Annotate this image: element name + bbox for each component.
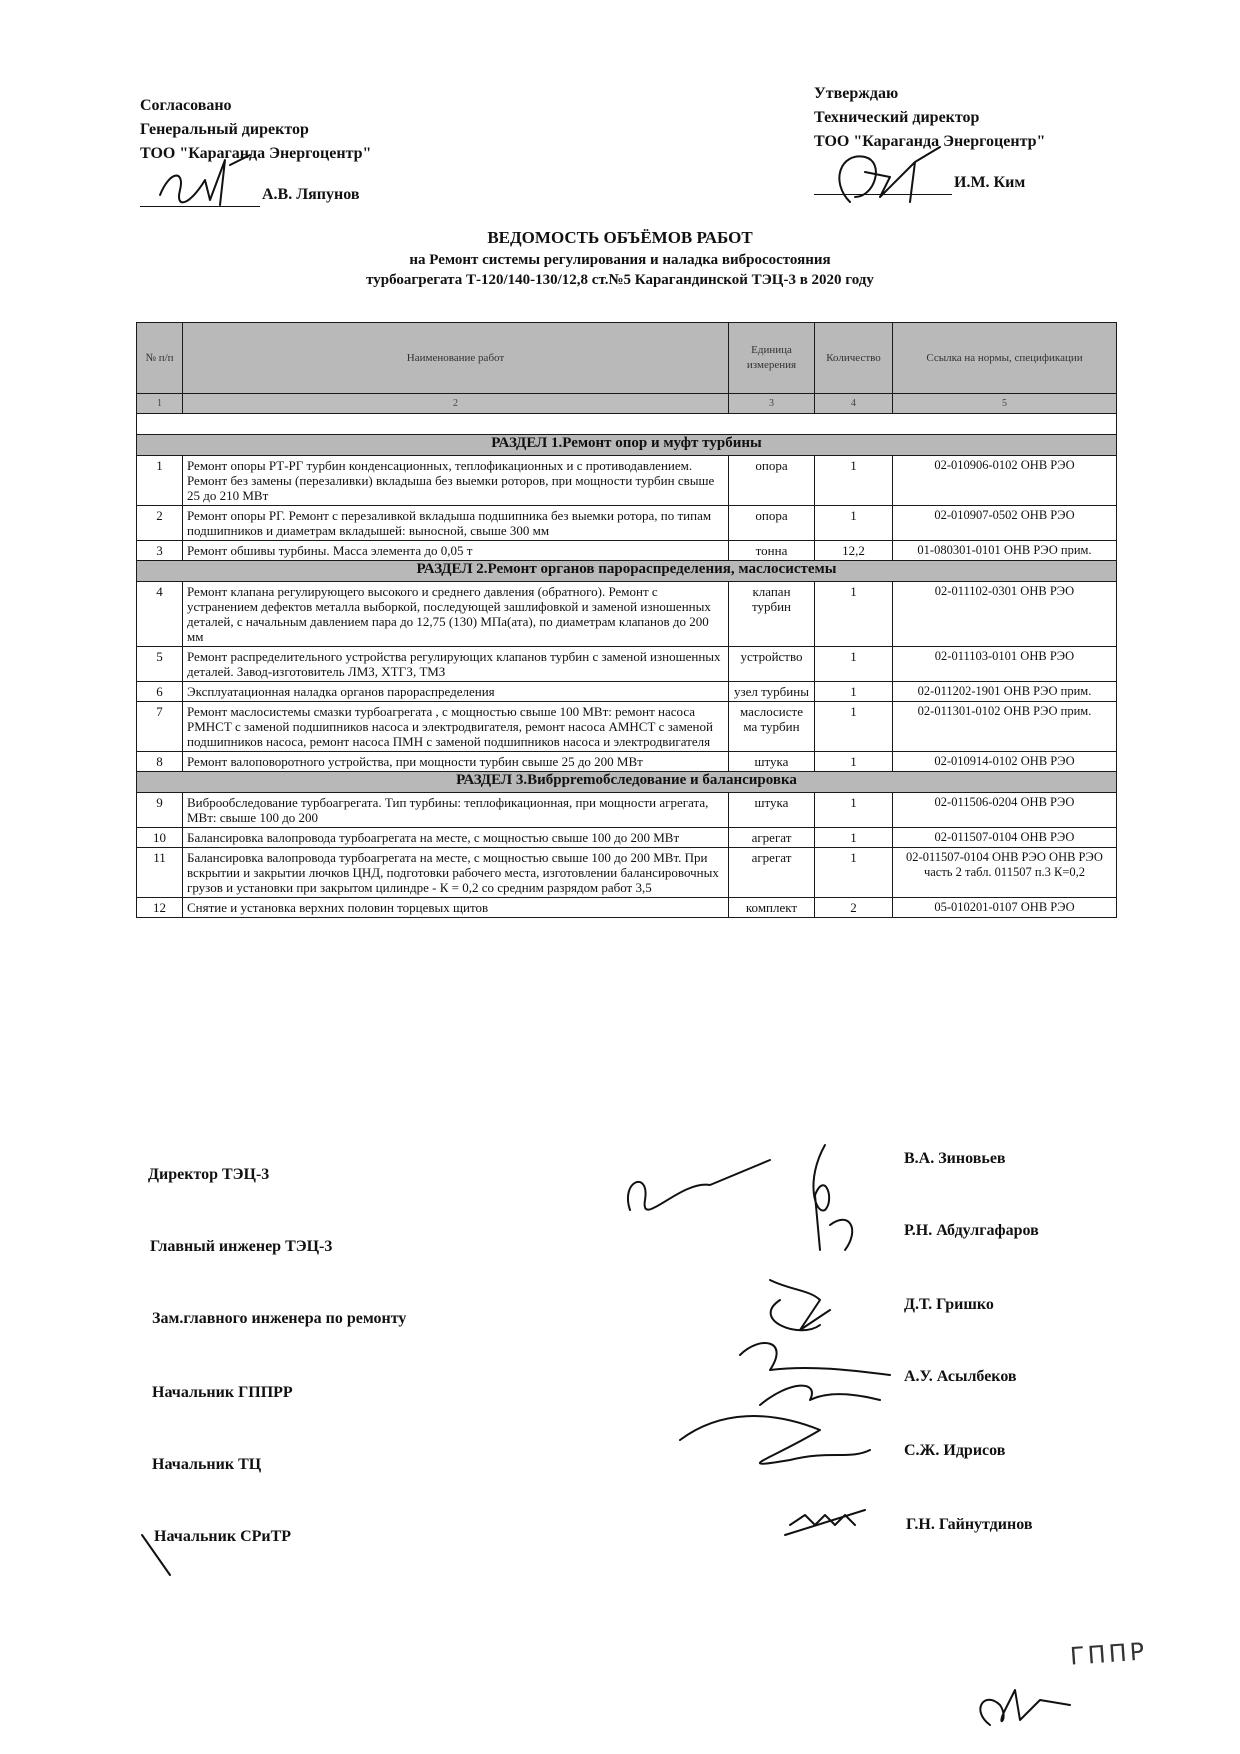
table-row xyxy=(137,506,1117,541)
col-number: 5 xyxy=(893,394,1117,414)
signature-name: В.А. Зиновьев xyxy=(904,1150,1006,1167)
row-unit: маслосисте ма турбин xyxy=(729,702,815,752)
approved-line3: ТОО "Караганда Энергоцентр" xyxy=(140,145,372,162)
row-unit: штука xyxy=(729,752,815,772)
row-unit: тонна xyxy=(729,541,815,561)
row-no: 11 xyxy=(137,848,183,898)
section-title: РАЗДЕЛ 1.Ремонт опор и муфт турбины xyxy=(137,435,1117,456)
confirmed-line2: Технический директор xyxy=(814,109,980,126)
section-row xyxy=(137,772,1117,793)
row-qty: 1 xyxy=(815,456,893,506)
row-name: Виброобследование турбоагрегата. Тип турбины: теплофикационная, при мощности агрегата, МВт: свыше 100 до 200 xyxy=(183,793,729,828)
col-number: 3 xyxy=(729,394,815,414)
row-qty: 1 xyxy=(815,647,893,682)
row-name: Эксплуатационная наладка органов парораспределения xyxy=(183,682,729,702)
row-name: Ремонт распределительного устройства регулирующих клапанов турбин с заменой изношенных деталей. Завод-изготовитель ЛМЗ, ХТГЗ, ТМЗ xyxy=(183,647,729,682)
row-name: Ремонт клапана регулирующего высокого и среднего давления (обратного). Ремонт с устранением дефектов металла выборкой, последующей зашлифовкой и заменой изношенных деталей, с начальным давлением пара до 12,75 (130) МПа(ата), по диаметрам клапанов до 200 мм xyxy=(183,582,729,647)
row-no: 9 xyxy=(137,793,183,828)
row-qty: 12,2 xyxy=(815,541,893,561)
signature-role: Главный инженер ТЭЦ-3 xyxy=(150,1238,333,1255)
confirmed-line1: Утверждаю xyxy=(814,85,899,102)
table-row xyxy=(137,541,1117,561)
row-qty: 1 xyxy=(815,682,893,702)
confirmed-line3: ТОО "Караганда Энергоцентр" xyxy=(814,133,1046,150)
row-ref: 02-011507-0104 ОНВ РЭО ОНВ РЭО часть 2 табл. 011507 п.3 К=0,2 xyxy=(893,848,1117,898)
approved-line1: Согласовано xyxy=(140,97,232,114)
row-name: Ремонт валоповоротного устройства, при мощности турбин свыше 25 до 200 МВт xyxy=(183,752,729,772)
corner-mark-icon xyxy=(140,1530,180,1580)
handwritten-signatures-icon xyxy=(620,1140,920,1580)
table-row xyxy=(137,456,1117,506)
row-ref: 02-011102-0301 ОНВ РЭО xyxy=(893,582,1117,647)
signature-name: Д.Т. Гришко xyxy=(904,1296,994,1313)
row-no: 8 xyxy=(137,752,183,772)
header-unit: Единица измерения xyxy=(729,323,815,394)
row-no: 12 xyxy=(137,898,183,918)
row-no: 2 xyxy=(137,506,183,541)
table-row xyxy=(137,828,1117,848)
col-number: 1 xyxy=(137,394,183,414)
row-unit: агрегат xyxy=(729,828,815,848)
signature-name: Р.Н. Абдулгафаров xyxy=(904,1222,1039,1239)
table-row xyxy=(137,647,1117,682)
row-name: Ремонт маслосистемы смазки турбоагрегата , с мощностью свыше 100 МВт: ремонт насоса РМНСТ с заменой подшипников насоса и электродвигателя, ремонт насоса АМНСТ с заменой подшипников насоса, ремонт насоса ПМН с заменой подшипников насоса и электродвигателя xyxy=(183,702,729,752)
blank-row xyxy=(137,414,1117,435)
row-ref: 02-010914-0102 ОНВ РЭО xyxy=(893,752,1117,772)
header-no: № п/п xyxy=(137,323,183,394)
row-qty: 1 xyxy=(815,848,893,898)
row-ref: 05-010201-0107 ОНВ РЭО xyxy=(893,898,1117,918)
row-no: 10 xyxy=(137,828,183,848)
handwritten-note: ГППР xyxy=(1069,1637,1149,1671)
signature-role: Начальник ТЦ xyxy=(152,1456,262,1473)
section-row xyxy=(137,561,1117,582)
row-qty: 1 xyxy=(815,506,893,541)
signature-name: А.У. Асылбеков xyxy=(904,1368,1017,1385)
row-unit: агрегат xyxy=(729,848,815,898)
row-ref: 02-010907-0502 ОНВ РЭО xyxy=(893,506,1117,541)
table-row xyxy=(137,702,1117,752)
approved-signature-icon xyxy=(150,150,260,210)
row-unit: опора xyxy=(729,506,815,541)
signature-role: Зам.главного инженера по ремонту xyxy=(152,1310,407,1327)
row-ref: 02-010906-0102 ОНВ РЭО xyxy=(893,456,1117,506)
row-unit: опора xyxy=(729,456,815,506)
row-unit: клапан турбин xyxy=(729,582,815,647)
row-ref: 02-011202-1901 ОНВ РЭО прим. xyxy=(893,682,1117,702)
row-no: 7 xyxy=(137,702,183,752)
row-unit: комплект xyxy=(729,898,815,918)
row-ref: 02-011301-0102 ОНВ РЭО прим. xyxy=(893,702,1117,752)
section-title: РАЗДЕЛ 3.Вибрpremобследование и балансировка xyxy=(137,772,1117,793)
section-title: РАЗДЕЛ 2.Ремонт органов парораспределения, маслосистемы xyxy=(137,561,1117,582)
row-name: Ремонт обшивы турбины. Масса элемента до 0,05 т xyxy=(183,541,729,561)
table-row xyxy=(137,582,1117,647)
row-ref: 02-011103-0101 ОНВ РЭО xyxy=(893,647,1117,682)
signature-role: Начальник СРиТР xyxy=(154,1528,292,1545)
row-no: 4 xyxy=(137,582,183,647)
row-qty: 1 xyxy=(815,582,893,647)
signature-name: Г.Н. Гайнутдинов xyxy=(906,1516,1033,1533)
table-row xyxy=(137,848,1117,898)
row-ref: 02-011506-0204 ОНВ РЭО xyxy=(893,793,1117,828)
col-number: 2 xyxy=(183,394,729,414)
table-header-row xyxy=(137,323,1117,394)
row-ref: 01-080301-0101 ОНВ РЭО прим. xyxy=(893,541,1117,561)
approved-line2: Генеральный директор xyxy=(140,121,309,138)
section-row xyxy=(137,435,1117,456)
table-row xyxy=(137,752,1117,772)
row-qty: 1 xyxy=(815,793,893,828)
col-number: 4 xyxy=(815,394,893,414)
row-name: Балансировка валопровода турбоагрегата на месте, с мощностью свыше 100 до 200 МВт xyxy=(183,828,729,848)
row-unit: устройство xyxy=(729,647,815,682)
row-qty: 1 xyxy=(815,702,893,752)
row-name: Снятие и установка верхних половин торцевых щитов xyxy=(183,898,729,918)
row-name: Балансировка валопровода турбоагрегата на месте, с мощностью свыше 100 до 200 МВт. При вскрытии и закрытии лючков ЦНД, подготовки рабочего места, изготовлении балансировочных грузов и установки при закрытом цилиндре - К = 0,2 со средним разрядом работ 3,5 xyxy=(183,848,729,898)
signature-name: С.Ж. Идрисов xyxy=(904,1442,1006,1459)
row-name: Ремонт опоры РГ. Ремонт с перезаливкой вкладыша подшипника без выемки ротора, по типам подшипников и диаметрам вкладышей: выносной, свыше 300 мм xyxy=(183,506,729,541)
row-qty: 1 xyxy=(815,752,893,772)
document-title: ВЕДОМОСТЬ ОБЪЁМОВ РАБОТ xyxy=(487,228,753,247)
header-qty: Количество xyxy=(815,323,893,394)
table-row xyxy=(137,793,1117,828)
approved-name: А.В. Ляпунов xyxy=(262,186,360,203)
bottom-initials-icon xyxy=(970,1670,1080,1740)
table-row xyxy=(137,682,1117,702)
row-ref: 02-011507-0104 ОНВ РЭО xyxy=(893,828,1117,848)
confirmed-name: И.М. Ким xyxy=(954,174,1026,191)
document-subtitle-2: турбоагрегата Т-120/140-130/12,8 ст.№5 Карагандинской ТЭЦ-3 в 2020 году xyxy=(366,272,874,288)
confirmed-signature-icon xyxy=(820,142,950,222)
row-qty: 2 xyxy=(815,898,893,918)
row-unit: узел турбины xyxy=(729,682,815,702)
row-name: Ремонт опоры РТ-РГ турбин конденсационных, теплофикационных и с противодавлением. Ремонт без замены (перезаливки) вкладыша без выемки роторов, при мощности турбин свыше 25 до 210 МВт xyxy=(183,456,729,506)
row-no: 3 xyxy=(137,541,183,561)
header-ref: Ссылка на нормы, спецификации xyxy=(893,323,1117,394)
row-no: 5 xyxy=(137,647,183,682)
document-subtitle-1: на Ремонт системы регулирования и наладка вибросостояния xyxy=(409,252,831,268)
table-row xyxy=(137,898,1117,918)
works-table xyxy=(136,322,1117,918)
row-unit: штука xyxy=(729,793,815,828)
column-number-row xyxy=(137,394,1117,414)
row-qty: 1 xyxy=(815,828,893,848)
signature-role: Директор ТЭЦ-3 xyxy=(148,1166,270,1183)
header-name: Наименование работ xyxy=(183,323,729,394)
signature-role: Начальник ГППРР xyxy=(152,1384,293,1401)
row-no: 6 xyxy=(137,682,183,702)
row-no: 1 xyxy=(137,456,183,506)
